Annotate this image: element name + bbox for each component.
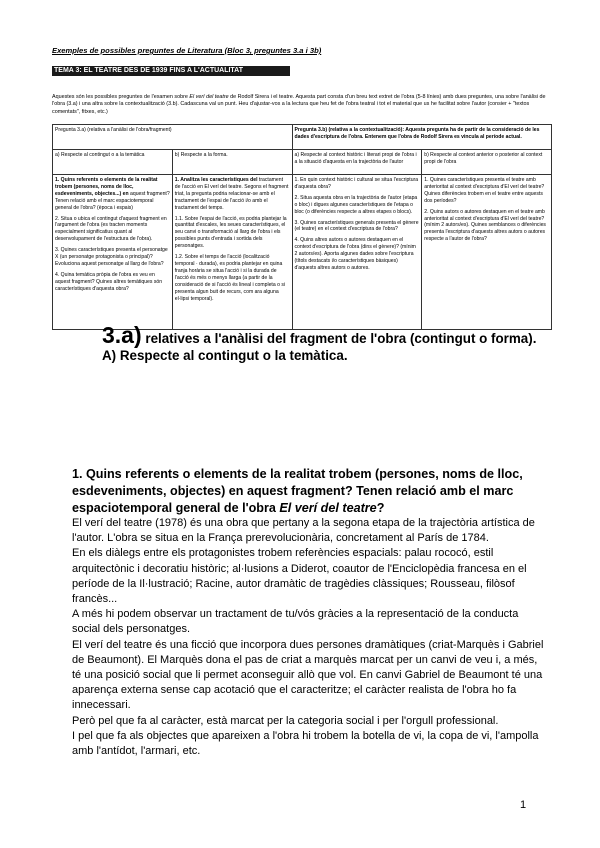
question-title xyxy=(72,466,532,517)
cell-item-text: 2. Situa aquesta obra en la trajectòria de l'autor (etapa o bloc) i digues algunes característiques de l'etapa o bloc (o diferències respecte a altres etapes o blocs). xyxy=(294,194,418,215)
subheader-b: b) Respecte a la forma. xyxy=(172,150,292,175)
cell-item-text: 4. Quins altres autors o autores destaquen en el context d'escriptura de l'obra (dins el gènere)? (mínim 2 autors/es). Aporta algunes dades sobre l'escriptura (títols destacats i/o característiques bàsiques) d'aquests altres autors o autores. xyxy=(294,237,416,271)
table-body-row xyxy=(53,175,552,330)
section-title-text: relatives a l'anàlisi del fragment de l'obra (contingut o forma). xyxy=(141,331,537,346)
intro-part2: de Rodolf Sirera i el teatre. Aquesta part consta d'un breu text extret de l'obra (5-8 línies) amb dues preguntes, una sobre l'anàlisi de l'obra (3.a) i una altra sobre la contextualització (3.b). Cadascuna val un punt. Heu d'ajustar-vos a la lectura que heu fet de l'obra teatral i tot el material que us he facilitat sobre l'autor (consier + "textos comentats", fitxes, etc.) xyxy=(52,94,546,115)
tema-bar: TEMA 3: EL TEATRE DES DE 1939 FINS A L'ACTUALITAT xyxy=(52,66,290,76)
table-header-row xyxy=(53,125,552,150)
answer-paragraph: El verí del teatre (1978) és una obra que pertany a la segona etapa de la trajectòria artística de l'autor. L'obra se situa en la França prerevolucionària, concretament al París de 1784. xyxy=(72,517,535,545)
questions-table xyxy=(52,124,552,330)
question-end: ? xyxy=(376,501,385,515)
document-heading: Exemples de possibles preguntes de Literatura (Bloc 3, preguntes 3.a i 3b) xyxy=(52,46,322,55)
answer-paragraph: En els diàlegs entre els protagonistes trobem referències espacials: palau rococó, estil arquitectònic i decoratiu històric; al·lusions a Diderot, coautor de l'Enciclopèdia francesa en el període de la Il·lustració; Racine, autor dramàtic de tragèdies clàssiques; Rousseau, filòsof francès... xyxy=(72,547,527,606)
intro-paragraph xyxy=(52,94,552,116)
answer-paragraph: I pel que fa als objectes que apareixen a l'obra hi trobem la botella de vi, la copa de vi, l'ampolla amb l'antídot, l'armari, etc. xyxy=(72,729,539,758)
subheader-c: a) Respecte al context històric i literari propi de l'obra i a la situació d'aquesta en la trajectòria de l'autor xyxy=(292,150,422,175)
question-text: 1. Quins referents o elements de la realitat trobem (persones, noms de lloc, esdeveniments, objectes) en aquest fragment? Tenen relació amb el marc espaciotemporal general de l'obra xyxy=(72,467,523,515)
cell-item xyxy=(55,177,170,212)
cell-item xyxy=(55,247,170,268)
subheader-d: b) Respecte al context anterior o posterior al context propi de l'obra xyxy=(422,150,552,175)
cell-item-bold: 1. Analitza les característiques del xyxy=(174,177,258,183)
cell-item xyxy=(295,195,420,216)
section-subtitle: A) Respecte al contingut o la temàtica. xyxy=(102,348,348,363)
page-number: 1 xyxy=(520,799,527,811)
cell-item-text: 3. Quines característiques presenta el personatge X (un personatge protagonista o principal)? Evoluciona aquest personatge al llarg de l'obra? xyxy=(55,247,168,267)
header-left-cell: Pregunta 3.a) (relativa a l'anàlisi de l'obra/fragment) xyxy=(53,125,293,150)
cell-item xyxy=(55,216,170,244)
header-right-cell: Pregunta 3.b) (relativa a la contextualització): Aquesta pregunta ha de partir de la consideració de les dades d'escriptura de l'obra. Entenem que l'obra de Rodolf Sirera es vincula al període actual. xyxy=(292,125,552,150)
cell-item-text: 3. Quines característiques generals presenta el gènere (el teatre) en el context d'escriptura de l'obra? xyxy=(294,219,419,233)
cell-item xyxy=(175,216,290,251)
cell-item-text: 1.1. Sobre l'espai de l'acció, es podria plantejar la quantitat d'escales, les seues característiques, el seu canvi o transformació al llarg de l'obra i els possibles punts d'entrada i sortida dels personatges. xyxy=(174,215,287,250)
question-work-title: El verí del teatre xyxy=(279,501,377,515)
intro-part1: Aquestes són les possibles preguntes de l'examen sobre xyxy=(52,94,190,100)
subheader-a: a) Respecte al contingut o a la temàtica xyxy=(53,150,173,175)
cell-col-c xyxy=(292,175,422,330)
cell-item-text: tractament de l'acció en El verí del teatre. Segons el fragment triat, la pregunta podria relacionar-se amb el tractament de l'espai de l'acció i/o amb el tractament del temps. xyxy=(174,177,289,211)
cell-item-text: 4. Quina temàtica pròpia de l'obra es veu en aquest fragment? Quines altres temàtiques són característiques d'aquesta obra? xyxy=(55,271,163,292)
answer-paragraph: A més hi podem observar un tractament de tu/vós gràcies a la representació de la conducta social dels personatges. xyxy=(72,608,519,636)
section-title xyxy=(102,322,536,349)
cell-item xyxy=(175,254,290,302)
cell-col-d xyxy=(422,175,552,330)
cell-item-text: 1. En quin context històric i cultural se situa l'escriptura d'aquesta obra? xyxy=(294,177,419,190)
cell-item xyxy=(55,272,170,293)
cell-item-text: 2. Quins autors o autores destaquen en el teatre amb anterioritat al context d'escriptura d'El verí del teatre? (mínim 2 autors/es). Quines semblances o diferències presenta l'escriptura d'aquests altres autors o autores respecte a l'autor de l'obra? xyxy=(424,208,546,243)
cell-col-a xyxy=(53,175,173,330)
answer-paragraph: El verí del teatre és una ficció que incorpora dues persones dramàtiques (criat-Marquès i Gabriel de Beaumont). El Marquès dona el pas de criat a marquès marcat per un canvi de veu i, a més, té una posició social que li permet aconseguir allò que vol. En canvi Gabriel de Beaumont té una aparença externa sense cap acotació que el caracteritze; el caràcter realista de l'obra ho fa innecessari. xyxy=(72,638,544,712)
cell-col-b xyxy=(172,175,292,330)
cell-item xyxy=(424,209,549,244)
cell-item xyxy=(295,220,420,234)
cell-item xyxy=(295,237,420,272)
cell-item-text: 1.2. Sobre el temps de l'acció (localització temporal · durada), es podria plantejar en quina franja horària se situa l'acció i si la durada de l'acció és més o menys llarga (a partir de la consideració de si l'acció és lineal i completa o si presenta algun buit de recurs, com ara alguna el·lipsi temporal). xyxy=(174,254,286,302)
cell-item-bold: 1. Quins referents o elements de la realitat trobem (persones, noms de lloc, esdeveniments, objectes...) en xyxy=(55,177,158,197)
cell-item-text: 1. Quines característiques presenta el teatre amb anterioritat al context d'escriptura d'El verí del teatre? Quines diferències trobem en el teatre entre aquests dos períodes? xyxy=(424,177,545,204)
cell-item-text: aquest fragment? Tenen relació amb el marc espaciotemporal general de l'obra? (època i espais) xyxy=(55,190,170,211)
cell-item xyxy=(175,177,290,212)
intro-work-title: El verí del teatre xyxy=(189,94,229,100)
table-subheader-row xyxy=(53,150,552,175)
cell-item-text: 2. Situa o ubica el contingut d'aquest fragment en l'argument de l'obra (es tracten moments especialment significatius quant al desenvolupament de l'estructura de l'obra). xyxy=(55,215,167,243)
answer-body xyxy=(72,516,548,759)
answer-paragraph: Però pel que fa al caràcter, està marcat per la categoria social i per l'orgull professional. xyxy=(72,714,499,727)
cell-item xyxy=(295,177,420,191)
section-number: 3.a) xyxy=(102,322,142,348)
cell-item xyxy=(424,177,549,205)
